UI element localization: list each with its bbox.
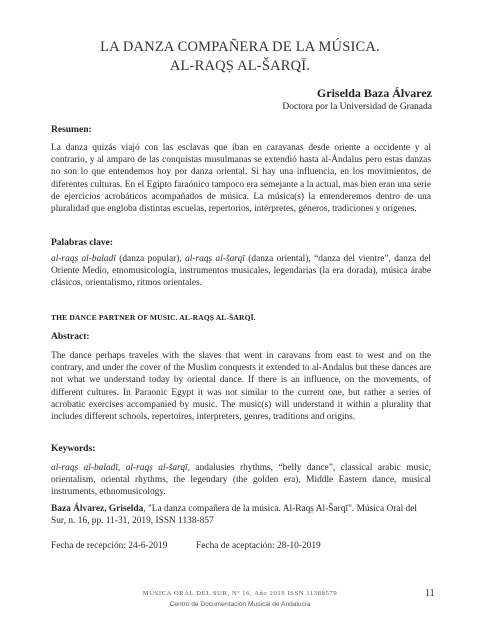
dates-line <box>51 541 321 551</box>
title-line-2: AL-RAQṢ AL-ŠARQĪ. <box>169 58 311 74</box>
author-affiliation: Doctora por la Universidad de Granada <box>282 102 432 112</box>
resumen-text: La danza quizás viajó con las esclavas que iban en caravanas desde oriente a occidente y al contrario, y al amparo de las conquistas musulmanas se extendió hasta al-Ándalus pero estas danzas no son lo que entendemos hoy por danza oriental. Si hay una influencia, en los movimientos, de diferentes culturas. En el Egipto faraónico tampoco era semejante a la actual, mas bien eran una serie de ejercicios acrobáticos acompañados de música. La música(s) la entenderemos dentro de una pluralidad que engloba distintas escuelas, repertorios, intérpretes, géneros, tradiciones y orígenes. <box>51 143 431 215</box>
footer-center: Centro de Documentación Musical de Andalucía <box>169 601 311 608</box>
author-block <box>282 86 432 114</box>
date-received: Fecha de recepción: 24-6-2019 <box>51 541 168 551</box>
citation <box>51 503 431 527</box>
page-number: 11 <box>425 588 435 599</box>
citation-text: , "La danza compañera de la música. Al-Raqṣ Al-Šarqī". Música Oral del Sur, n. 16, pp. 11-31, 2019, ISSN 1138-857 <box>51 504 417 527</box>
english-title: THE DANCE PARTNER OF MUSIC. AL-RAQṢ AL-ŠARQĪ. <box>51 313 256 322</box>
palabras-text-2: (danza oriental), “danza del vientre”, danza del Oriente Medio, etnomusicología, instrumentos musicales, legendarias (la era dorada), música árabe clásicos, orientalismo, ritmos orientales. <box>51 254 431 289</box>
palabras-text-1: (danza popular), <box>115 254 186 264</box>
abstract-text: The dance perhaps traveles with the slaves that went in caravans from east to west and on the contrary, and under the cover of the Muslim conquests it extended to al-Andalus but these dances are not what we understand today by oriental dance. If there is an influence, on the movements, of different cultures. In Paraonic Egypt it was not similar to the current one, but rather a series of acrobatic exercises accompanied by music. The music(s) will understand it within a plurality that includes different schools, repertoires, interpreters, genres, traditions and origins. <box>51 351 431 423</box>
title-line-1: LA DANZA COMPAÑERA DE LA MÚSICA. <box>100 39 380 55</box>
palabras-clave-heading: Palabras clave: <box>51 238 114 248</box>
palabras-keyword-1: al-raqṣ al-baladī <box>51 254 116 264</box>
keywords-text-rest: , andalusies rhythms, “belly dance”, classical arabic music, orientalism, oriental rhythms, the legendary (the golden era), Middle Eastern dance, musical instruments, ethnomusicology. <box>51 463 431 498</box>
citation-author: Baza Álvarez, Griselda <box>51 504 144 514</box>
keywords-heading: Keywords: <box>51 444 96 454</box>
abstract-heading: Abstract: <box>51 332 90 342</box>
footer-journal: MÚSICA ORAL DEL SUR, Nº 16, Año 2019 ISSN 11388579 <box>142 590 338 597</box>
palabras-keyword-2: al-raqṣ al-šarqī <box>185 254 245 264</box>
author-name: Griselda Baza Álvarez <box>316 86 432 100</box>
keywords-text <box>51 462 431 499</box>
palabras-clave-text <box>51 253 431 290</box>
paper-title <box>20 38 460 76</box>
resumen-heading: Resumen: <box>51 125 92 135</box>
date-accepted: Fecha de aceptación: 28-10-2019 <box>196 541 321 551</box>
keywords-keyword: al-raqṣ al-baladī, al-raqṣ al-šarqī <box>51 463 188 473</box>
